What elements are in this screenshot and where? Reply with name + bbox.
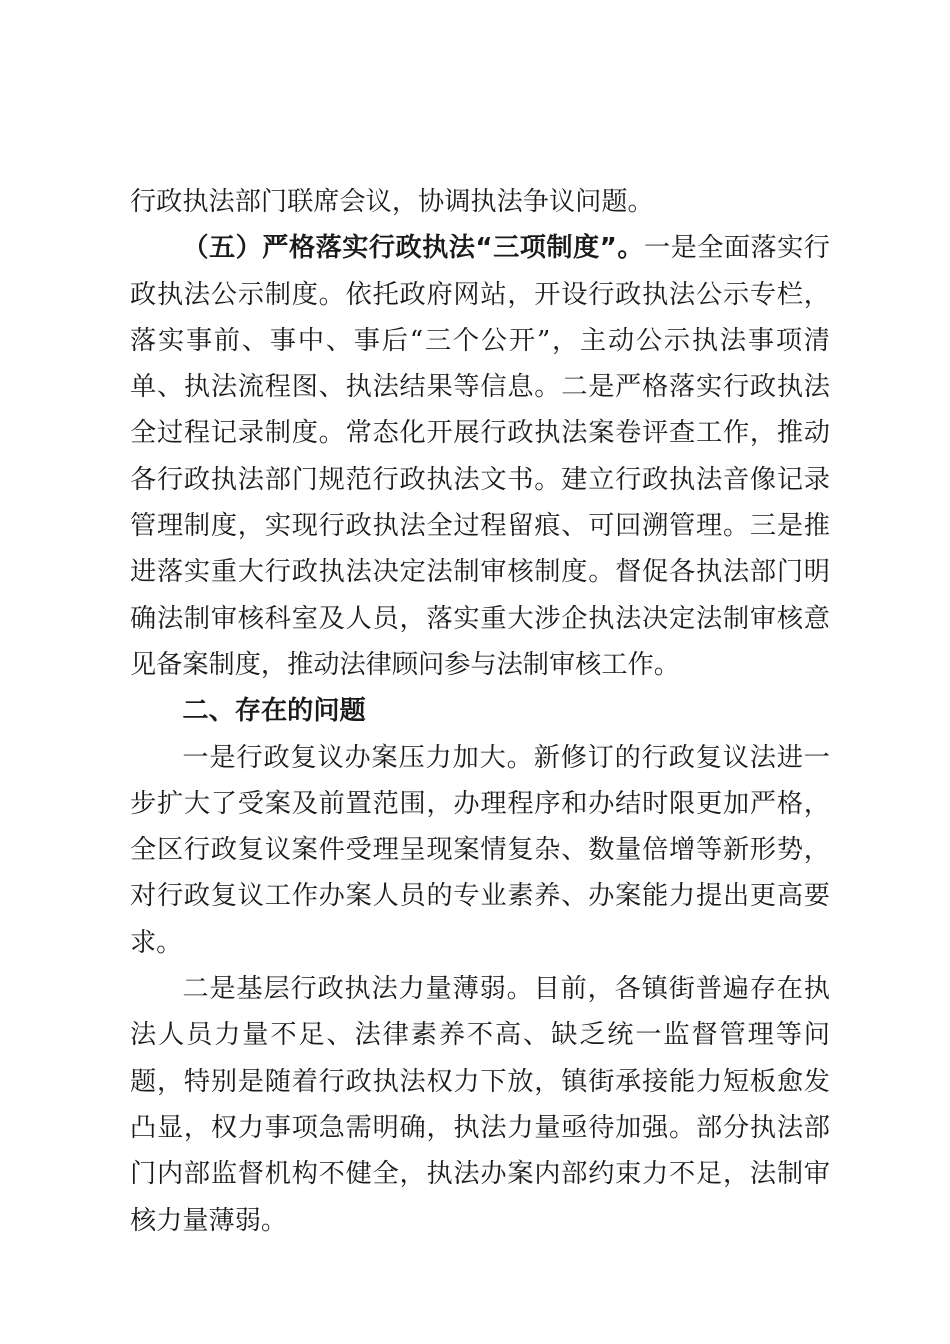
paragraph-section-5 [130,225,830,688]
document-page [130,179,830,1244]
section-5-body: 一是全面落实行政执法公示制度。依托政府网站，开设行政执法公示专栏，落实事前、事中、事后“三个公开”，主动公示执法事项清单、执法流程图、执法结果等信息。二是严格落实行政执法全过程记录制度。常态化开展行政执法案卷评查工作，推动各行政执法部门规范行政执法文书。建立行政执法音像记录管理制度，实现行政执法全过程留痕、可回溯管理。三是推进落实重大行政执法决定法制审核制度。督促各执法部门明确法制审核科室及人员，落实重大涉企执法决定法制审核意见备案制度，推动法律顾问参与法制审核工作。 [130,233,830,680]
heading-problems: 二、存在的问题 [182,696,366,727]
section-5-title: （五）严格落实行政执法“三项制度”。 [182,233,644,264]
paragraph-problem-1: 一是行政复议办案压力加大。新修订的行政复议法进一步扩大了受案及前置范围，办理程序和办结时限更加严格，全区行政复议案件受理呈现案情复杂、数量倍增等新形势，对行政复议工作办案人员的专业素养、办案能力提出更高要求。 [130,742,830,958]
paragraph-problem-2: 二是基层行政执法力量薄弱。目前，各镇街普遍存在执法人员力量不足、法律素养不高、缺乏统一监督管理等问题，特别是随着行政执法权力下放，镇街承接能力短板愈发凸显，权力事项急需明确，执法力量亟待加强。部分执法部门内部监督机构不健全，执法办案内部约束力不足，法制审核力量薄弱。 [130,974,830,1236]
paragraph-continued: 行政执法部门联席会议，协调执法争议问题。 [130,187,654,217]
